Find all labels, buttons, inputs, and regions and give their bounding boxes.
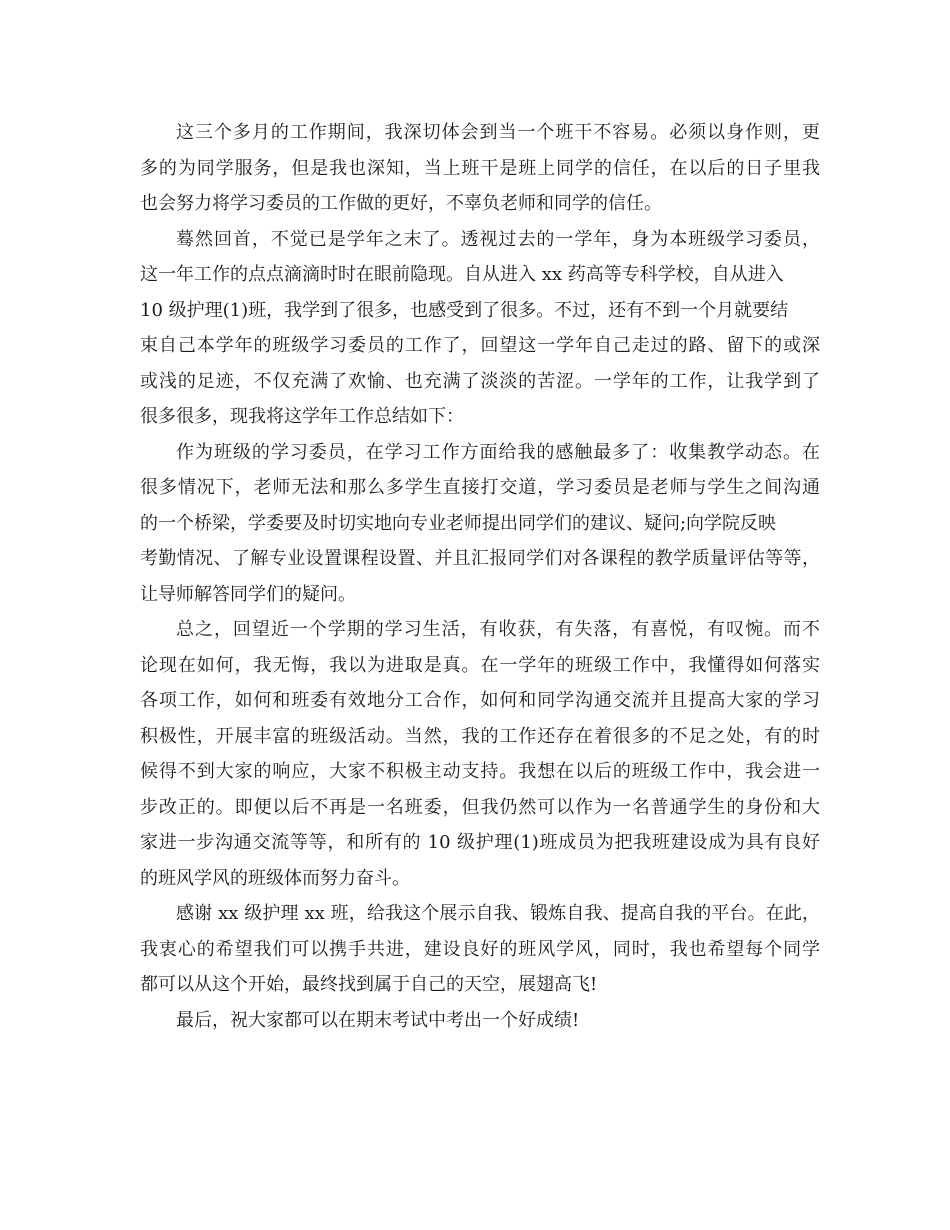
text-line: 论现在如何，我无悔，我以为进取是真。在一学年的班级工作中，我懂得如何落实 bbox=[140, 654, 820, 676]
text-line: 感谢 xx 级护理 xx 班，给我这个展示自我、锻炼自我、提高自我的平台。在此， bbox=[176, 903, 820, 924]
text-line: 或浅的足迹，不仅充满了欢愉、也充满了淡淡的苦涩。一学年的工作，让我学到了 bbox=[140, 370, 820, 392]
text-line: 这三个多月的工作期间，我深切体会到当一个班干不容易。必须以身作则，更 bbox=[176, 122, 820, 143]
text-line: 蓦然回首，不觉已是学年之末了。透视过去的一学年，身为本班级学习委员， bbox=[176, 228, 820, 250]
text-line: 这一年工作的点点滴滴时时在眼前隐现。自从进入 xx 药高等专科学校，自从进入 bbox=[140, 264, 784, 285]
text-line: 我衷心的希望我们可以携手共进，建设良好的班风学风，同时，我也希望每个同学 bbox=[140, 938, 820, 960]
text-line: 总之，回望近一个学期的学习生活，有收获，有失落，有喜悦，有叹惋。而不 bbox=[176, 619, 820, 640]
text-line: 很多很多，现我将这学年工作总结如下： bbox=[140, 406, 464, 427]
text-line: 也会努力将学习委员的工作做的更好，不辜负老师和同学的信任。 bbox=[140, 193, 662, 214]
text-line: 的一个桥梁，学委要及时切实地向专业老师提出同学们的建议、疑问;向学院反映 bbox=[140, 512, 777, 534]
text-line: 考勤情况、了解专业设置课程设置、并且汇报同学们对各课程的教学质量评估等等， bbox=[140, 548, 820, 569]
text-line: 多的为同学服务，但是我也深知，当上班干是班上同学的信任，在以后的日子里我 bbox=[140, 157, 820, 179]
text-line: 很多情况下，老师无法和那么多学生直接打交道，学习委员是老师与学生之间沟通 bbox=[140, 477, 820, 498]
text-line: 最后，祝大家都可以在期末考试中考出一个好成绩! bbox=[176, 1009, 580, 1031]
text-line: 候得不到大家的响应，大家不积极主动支持。我想在以后的班级工作中，我会进一 bbox=[140, 761, 820, 782]
text-line: 各项工作，如何和班委有效地分工合作，如何和同学沟通交流并且提高大家的学习 bbox=[140, 690, 820, 711]
text-line: 步改正的。即便以后不再是一名班委，但我仍然可以作为一名普通学生的身份和大 bbox=[140, 796, 820, 818]
document-body bbox=[140, 115, 820, 1038]
text-line: 都可以从这个开始，最终找到属于自己的天空，展翅高飞! bbox=[140, 974, 598, 995]
text-line: 的班风学风的班级体而努力奋斗。 bbox=[140, 867, 410, 889]
text-line: 作为班级的学习委员，在学习工作方面给我的感触最多了：收集教学动态。在 bbox=[176, 441, 820, 463]
text-line: 家进一步沟通交流等等，和所有的 10 级护理(1)班成员为把我班建设成为具有良好 bbox=[140, 832, 820, 853]
text-line: 积极性，开展丰富的班级活动。当然，我的工作还存在着很多的不足之处，有的时 bbox=[140, 725, 820, 747]
text-line: 10 级护理(1)班，我学到了很多，也感受到了很多。不过，还有不到一个月就要结 bbox=[140, 299, 789, 321]
text-line: 束自己本学年的班级学习委员的工作了，回望这一学年自己走过的路、留下的或深 bbox=[140, 335, 820, 356]
text-line: 让导师解答同学们的疑问。 bbox=[140, 583, 356, 605]
